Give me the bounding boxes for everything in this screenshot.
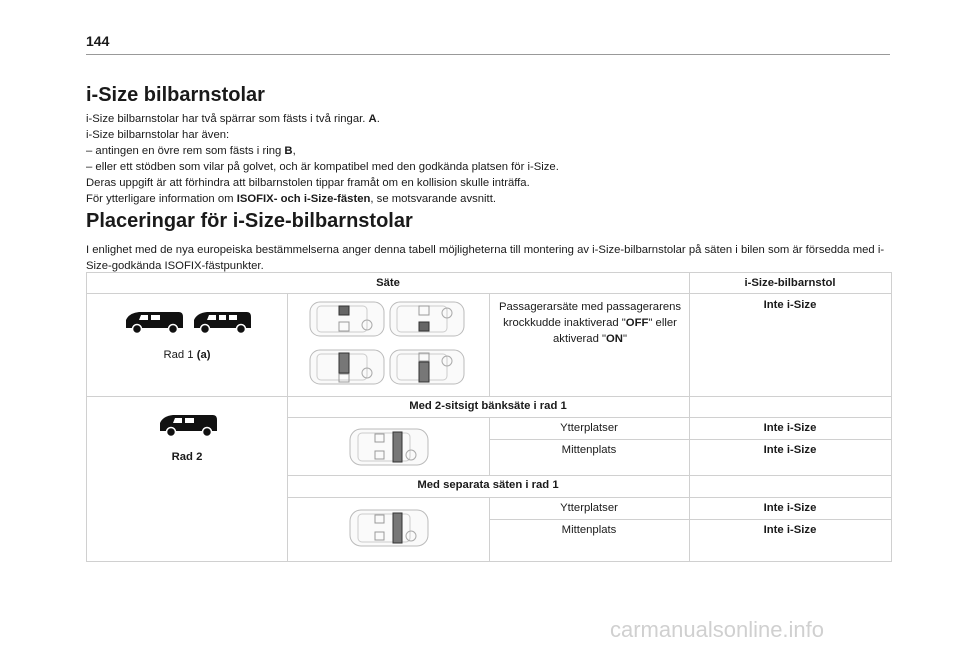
intro-line-5: Deras uppgift är att förhindra att bilbarnstolen tippar framåt om en kollision skulle inträffa.	[86, 177, 530, 189]
group1-outer: Ytterplatser	[560, 422, 618, 434]
group2-outer: Ytterplatser	[560, 502, 618, 514]
header-seat: Säte	[376, 277, 400, 289]
section-title-isize: i-Size bilbarnstolar	[86, 84, 265, 106]
table-divider	[689, 396, 690, 417]
intro-line-2: i-Size bilbarnstolar har även:	[86, 129, 230, 141]
table-divider	[287, 293, 288, 561]
page-number: 144	[86, 33, 110, 49]
van-icon	[191, 309, 253, 335]
group1-middle-value: Inte i-Size	[763, 444, 817, 456]
car-seat-diagram	[349, 509, 429, 547]
row1-description: Passagerarsäte med passagerarens krockkudde inaktiverad "OFF" eller aktiverad "ON"	[498, 301, 682, 345]
header-divider	[86, 54, 890, 55]
intro-line-1: i-Size bilbarnstolar har två spärrar som fästs i två ringar. A.	[86, 113, 380, 125]
watermark: carmanualsonline.info	[610, 617, 825, 642]
row1-label: Rad 1 (a)	[163, 349, 211, 361]
table-divider	[689, 273, 690, 397]
table-divider	[689, 475, 690, 497]
group1-outer-value: Inte i-Size	[763, 422, 817, 434]
group2-outer-value: Inte i-Size	[763, 502, 817, 514]
table-divider	[489, 439, 891, 440]
row2-label: Rad 2	[171, 451, 203, 463]
intro-line-3: – antingen en övre rem som fästs i ring B,	[86, 145, 296, 157]
row1-value: Inte i-Size	[763, 299, 817, 311]
car-seat-diagram	[349, 428, 429, 466]
placements-intro: I enlighet med de nya europeiska bestämmelserna anger denna tabell möjligheterna till montering av i-Size-bilbarnstolar på säten i bilen som är försedda med i-Size-godkända ISOFIX-fästpunkter.	[86, 244, 885, 272]
section-title-placements: Placeringar för i-Size-bilbarnstolar	[86, 210, 413, 232]
isofix-link[interactable]: ISOFIX- och i-Size-fästen	[236, 193, 371, 205]
seat-table	[86, 272, 892, 562]
car-seat-diagram	[309, 349, 385, 385]
car-seat-diagram	[309, 301, 385, 337]
table-divider	[489, 293, 490, 396]
car-seat-diagram	[389, 301, 465, 337]
intro-line-4: – eller ett stödben som vilar på golvet, och är kompatibel med den godkända platsen för i-Size.	[86, 161, 559, 173]
intro-line-6: För ytterligare information om ISOFIX- och i-Size-fästen, se motsvarande avsnitt.	[86, 193, 496, 205]
header-seat-type: i-Size-bilbarnstol	[744, 277, 836, 289]
van-icon	[123, 309, 185, 335]
car-seat-diagram	[389, 349, 465, 385]
group2-middle: Mittenplats	[561, 524, 617, 536]
table-divider	[489, 519, 891, 520]
group2-middle-value: Inte i-Size	[763, 524, 817, 536]
table-divider	[87, 396, 891, 397]
group1-middle: Mittenplats	[561, 444, 617, 456]
intro-text	[86, 111, 559, 207]
table-divider	[287, 475, 891, 476]
group2-title: Med separata säten i rad 1	[417, 479, 559, 491]
group1-title: Med 2-sitsigt bänksäte i rad 1	[409, 400, 567, 412]
table-divider	[287, 417, 891, 418]
van-icon	[157, 412, 219, 438]
table-divider	[287, 497, 891, 498]
